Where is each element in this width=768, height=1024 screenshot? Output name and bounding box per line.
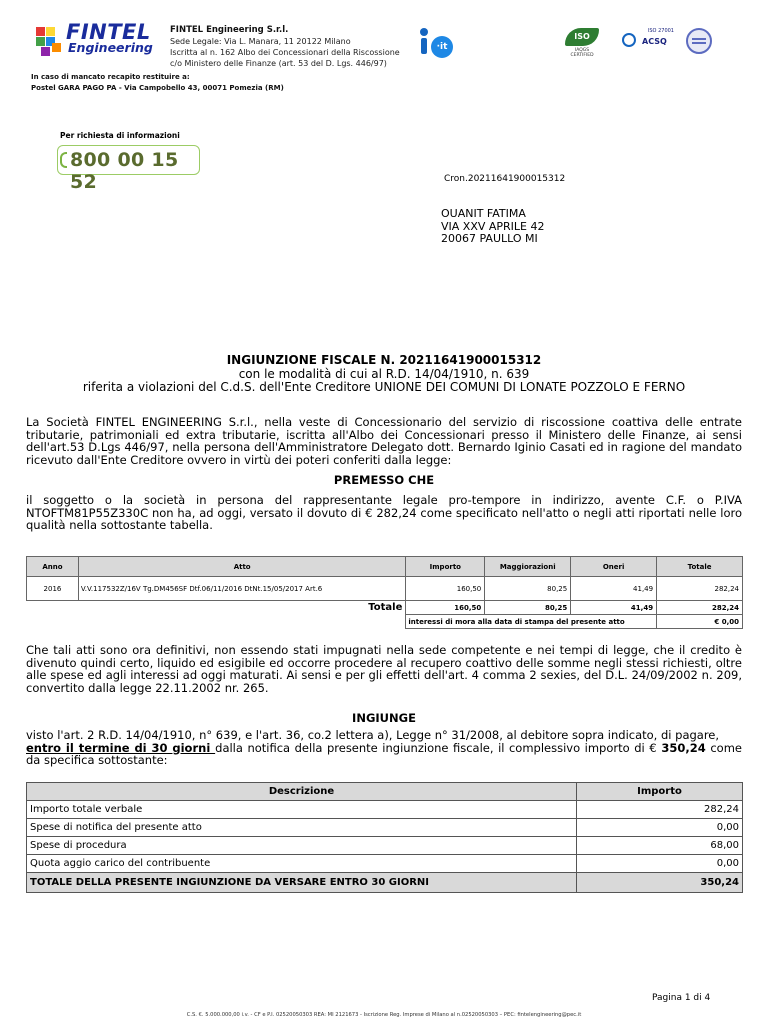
summary-header-importo: Importo (577, 783, 743, 801)
ingiunge-text-a: visto l'art. 2 R.D. 14/04/1910, n° 639, e l'art. 36, co.2 lettera a), Legge n° 31/2008, al debitore sopra indicato, di pagare, (26, 728, 720, 742)
iso-badge (562, 28, 602, 60)
acsq-label: ACSQ (642, 37, 667, 46)
return-label: In caso di mancato recapito restituire a: (31, 73, 190, 81)
summary-desc: Importo totale verbale (27, 801, 577, 819)
premesso-paragraph: il soggetto o la società in persona del rappresentante legale pro-tempore in indirizzo, avente C.F. o P.IVA NTOFTM81P55Z330C non ha, ad oggi, versato il dovuto di € 282,24 come specificato nell'atto o negli atti riportati nelle loro qualità nella sottostante tabella. (26, 493, 742, 532)
acts-header-maggiorazioni: Maggiorazioni (485, 557, 571, 577)
company-address-3: c/o Ministero delle Finanze (art. 53 del D. Lgs. 446/97) (170, 59, 387, 68)
summary-total-row (27, 873, 743, 893)
io-it-logo (418, 28, 462, 60)
interest-value: € 0,00 (657, 615, 743, 629)
iso-caption: IAQGS CERTIFIED (570, 48, 594, 58)
acts-total-label: Totale (368, 602, 403, 614)
summary-desc: Quota aggio carico del contribuente (27, 855, 577, 873)
acsq-badge (620, 28, 674, 54)
act-totale: 282,24 (657, 577, 743, 601)
summary-table (26, 782, 743, 893)
acsq-globe-icon (622, 33, 636, 47)
accredia-seal-icon (686, 28, 712, 54)
acts-header-anno: Anno (27, 557, 79, 577)
acts-header-importo: Importo (406, 557, 485, 577)
io-i-icon (420, 28, 428, 36)
table-row (27, 855, 743, 873)
phone-icon (60, 152, 67, 168)
ingiunge-text-b: dalla notifica della presente ingiunzione fiscale, il complessivo importo di € (215, 740, 657, 755)
title-block (26, 354, 742, 395)
info-label: Per richiesta di informazioni (60, 131, 180, 140)
table-row (27, 801, 743, 819)
ingiunge-paragraph (26, 729, 742, 767)
title-line-2: con le modalità di cui al R.D. 14/04/1910, n. 639 (238, 366, 530, 381)
summary-header-row (27, 783, 743, 801)
summary-total-label: TOTALE DELLA PRESENTE INGIUNZIONE DA VERSARE ENTRO 30 GIORNI (27, 873, 577, 893)
summary-amount: 68,00 (577, 837, 743, 855)
recipient-name: OUANIT FATIMA (441, 207, 526, 220)
summary-amount: 0,00 (577, 855, 743, 873)
acts-total-row (27, 601, 743, 615)
company-logo (34, 22, 166, 58)
table-row (27, 837, 743, 855)
act-importo: 160,50 (406, 577, 485, 601)
table-row (27, 819, 743, 837)
io-o-icon: ·it (431, 36, 453, 58)
logo-text-engineering: Engineering (68, 40, 153, 55)
acts-total-oneri: 41,49 (571, 601, 657, 615)
act-oneri: 41,49 (571, 577, 657, 601)
table-row (27, 577, 743, 601)
return-address: Postel GARA PAGO PA - Via Campobello 43, 00071 Pomezia (RM) (31, 84, 284, 92)
summary-amount: 282,24 (577, 801, 743, 819)
footer-legal: C.S. €. 5.000.000,00 i.v. - CF e P.I. 02520050303 REA: MI 2121673 - Iscrizione Reg. Imprese di Milano al n.02520050303 – PEC: fintelengineering@pec.it (186, 1012, 582, 1018)
acts-table (26, 556, 743, 629)
acts-total-maggiorazioni: 80,25 (485, 601, 571, 615)
acts-header-atto: Atto (78, 557, 405, 577)
cron-number: Cron.20211641900015312 (444, 174, 566, 184)
acts-header-totale: Totale (657, 557, 743, 577)
company-address-1: Sede Legale: Via L. Manara, 11 20122 Milano (170, 37, 351, 46)
recipient-block (441, 208, 545, 246)
ingiunge-term: entro il termine di 30 giorni (26, 740, 216, 755)
recipient-city: 20067 PAULLO MI (441, 232, 538, 245)
acts-interest-row (27, 615, 743, 629)
ingiunge-heading: INGIUNGE (352, 711, 416, 725)
info-phone-box (57, 145, 200, 193)
premesso-heading: PREMESSO CHE (333, 473, 435, 487)
acts-total-totale: 282,24 (657, 601, 743, 615)
act-year: 2016 (27, 577, 79, 601)
title-line-1: INGIUNZIONE FISCALE N. 20211641900015312 (226, 353, 542, 367)
act-maggiorazioni: 80,25 (485, 577, 571, 601)
title-line-3: riferita a violazioni del C.d.S. dell'Ente Creditore UNIONE DEI COMUNI DI LONATE POZZOLO E FERNO (82, 380, 686, 394)
acts-header-oneri: Oneri (571, 557, 657, 577)
acts-total-importo: 160,50 (406, 601, 485, 615)
acsq-top: ISO 27001 (647, 28, 674, 34)
summary-total-value: 350,24 (577, 873, 743, 893)
page-number: Pagina 1 di 4 (652, 993, 711, 1003)
recipient-street: VIA XXV APRILE 42 (441, 219, 545, 233)
summary-amount: 0,00 (577, 819, 743, 837)
iso-leaf-icon: ISO (565, 28, 599, 46)
logo-mark-icon (34, 25, 64, 57)
logo-text-fintel: FINTEL (66, 20, 151, 44)
act-description: V.V.117532Z/16V Tg.DM456SF Dtf.06/11/2016 DtNt.15/05/2017 Art.6 (78, 577, 405, 601)
company-name: FINTEL Engineering S.r.l. (170, 25, 289, 35)
intro-paragraph: La Società FINTEL ENGINEERING S.r.l., nella veste di Concessionario del servizio di riscossione coattiva delle entrate tributarie, patrimoniali ed extra tributarie, iscritta all'Albo dei Concessionari presso il Ministero delle Finanze, ai sensi dell'art.53 D.Lgs 446/97, nella persona dell'Amministratore Delegato dott. Bernardo Iginio Casati ed in ragione del mandato ricevuto dall'Ente Creditore ovvero in virtù dei poteri conferiti dalla legge: (26, 415, 742, 467)
acts-header-row (27, 557, 743, 577)
summary-desc: Spese di notifica del presente atto (27, 819, 577, 837)
ingiunge-text-c: come da specifica sottostante: (26, 740, 742, 767)
ingiunge-amount: 350,24 (656, 740, 706, 755)
company-header (170, 25, 420, 69)
summary-desc: Spese di procedura (27, 837, 577, 855)
company-address-2: Iscritta al n. 162 Albo dei Concessionari della Riscossione (170, 48, 400, 57)
info-phone-number: 800 00 15 52 (70, 149, 179, 193)
definitive-paragraph: Che tali atti sono ora definitivi, non essendo stati impugnati nella sede competente e nei tempi di legge, che il credito è divenuto quindi certo, liquido ed esigibile ed occorre procedere al recupero coattivo delle somme negli stessi richiesti, oltre alle spese ed agli interessi ad oggi maturati. Ai sensi e per gli effetti dell'art. 4 comma 2 sexies, del D.L. 24/09/2002 n. 209, convertito dalla legge 22.11.2002 nr. 265. (26, 643, 742, 695)
interest-label: interessi di mora alla data di stampa del presente atto (406, 615, 657, 629)
summary-header-descrizione: Descrizione (27, 783, 577, 801)
